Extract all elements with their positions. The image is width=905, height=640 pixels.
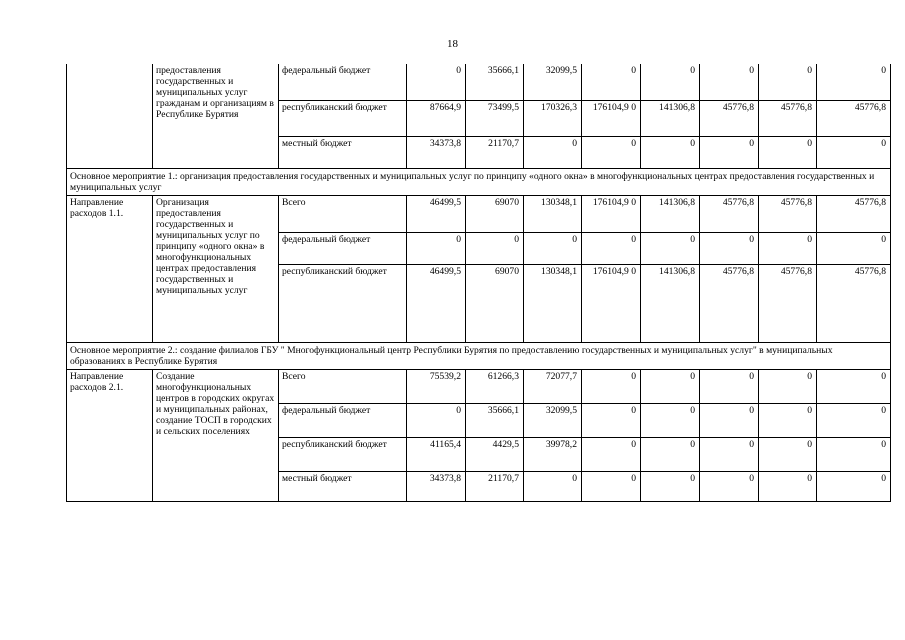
funding-source: местный бюджет <box>279 136 407 168</box>
value-cell: 0 <box>700 369 759 403</box>
funding-source: местный бюджет <box>279 471 407 501</box>
value-cell: 0 <box>817 64 891 100</box>
value-cell: 0 <box>582 403 641 437</box>
value-cell: 0 <box>524 471 582 501</box>
value-cell: 73499,5 <box>466 100 524 136</box>
table-row <box>67 369 891 403</box>
direction-cell <box>67 64 153 168</box>
page-number: 18 <box>447 38 458 50</box>
value-cell: 176104,9 0 <box>582 100 641 136</box>
activity-title: Основное мероприятие 1.: организация предоставления государственных и муниципальных услуг по принципу «одного окна» в многофункциональных центрах предоставления государственных и муниципальных услуг <box>67 168 891 195</box>
activity-label: предоставления государственных и муниципальных услуг гражданам и организациям в Республике Бурятия <box>153 64 279 168</box>
value-cell: 72077,7 <box>524 369 582 403</box>
value-cell: 34373,8 <box>407 471 466 501</box>
budget-table <box>66 64 891 502</box>
value-cell: 0 <box>759 437 817 471</box>
value-cell: 61266,3 <box>466 369 524 403</box>
value-cell: 0 <box>407 64 466 100</box>
funding-source: Всего <box>279 195 407 232</box>
funding-source: республиканский бюджет <box>279 437 407 471</box>
value-cell: 46499,5 <box>407 195 466 232</box>
activity-title: Основное мероприятие 2.: создание филиалов ГБУ " Многофункциональный центр Республики Бурятия по предоставлению государственных и муниципальных услуг" в муниципальных образованиях в Республике Бурятия <box>67 342 891 369</box>
value-cell: 4429,5 <box>466 437 524 471</box>
value-cell: 45776,8 <box>817 195 891 232</box>
value-cell: 0 <box>759 369 817 403</box>
table-row <box>67 195 891 232</box>
value-cell: 39978,2 <box>524 437 582 471</box>
value-cell: 69070 <box>466 195 524 232</box>
value-cell: 0 <box>817 403 891 437</box>
value-cell: 0 <box>759 136 817 168</box>
value-cell: 0 <box>641 136 700 168</box>
value-cell: 69070 <box>466 264 524 342</box>
value-cell: 41165,4 <box>407 437 466 471</box>
value-cell: 45776,8 <box>759 195 817 232</box>
value-cell: 0 <box>641 403 700 437</box>
value-cell: 35666,1 <box>466 403 524 437</box>
value-cell: 0 <box>582 232 641 264</box>
value-cell: 45776,8 <box>817 264 891 342</box>
value-cell: 0 <box>759 471 817 501</box>
value-cell: 45776,8 <box>700 264 759 342</box>
funding-source: республиканский бюджет <box>279 264 407 342</box>
value-cell: 0 <box>817 232 891 264</box>
value-cell: 21170,7 <box>466 471 524 501</box>
value-cell: 0 <box>700 136 759 168</box>
value-cell: 45776,8 <box>700 195 759 232</box>
value-cell: 0 <box>641 437 700 471</box>
value-cell: 0 <box>641 369 700 403</box>
value-cell: 0 <box>700 471 759 501</box>
value-cell: 0 <box>407 403 466 437</box>
value-cell: 0 <box>759 403 817 437</box>
value-cell: 141306,8 <box>641 264 700 342</box>
value-cell: 75539,2 <box>407 369 466 403</box>
value-cell: 0 <box>700 232 759 264</box>
value-cell: 130348,1 <box>524 195 582 232</box>
value-cell: 170326,3 <box>524 100 582 136</box>
value-cell: 0 <box>582 136 641 168</box>
value-cell: 0 <box>582 471 641 501</box>
value-cell: 130348,1 <box>524 264 582 342</box>
value-cell: 0 <box>759 64 817 100</box>
value-cell: 0 <box>759 232 817 264</box>
value-cell: 0 <box>641 232 700 264</box>
funding-source: республиканский бюджет <box>279 100 407 136</box>
value-cell: 0 <box>700 403 759 437</box>
value-cell: 0 <box>582 369 641 403</box>
funding-source: федеральный бюджет <box>279 64 407 100</box>
value-cell: 0 <box>641 471 700 501</box>
value-cell: 21170,7 <box>466 136 524 168</box>
value-cell: 45776,8 <box>759 264 817 342</box>
value-cell: 32099,5 <box>524 64 582 100</box>
value-cell: 87664,9 <box>407 100 466 136</box>
value-cell: 0 <box>524 232 582 264</box>
value-cell: 45776,8 <box>759 100 817 136</box>
value-cell: 0 <box>582 437 641 471</box>
value-cell: 35666,1 <box>466 64 524 100</box>
activity-label: Создание многофункциональных центров в городских округах и муниципальных районах, создание ТОСП в городских и сельских поселениях <box>153 369 279 501</box>
value-cell: 176104,9 0 <box>582 264 641 342</box>
table-body <box>67 64 891 501</box>
value-cell: 34373,8 <box>407 136 466 168</box>
value-cell: 0 <box>466 232 524 264</box>
value-cell: 141306,8 <box>641 195 700 232</box>
table-row <box>67 64 891 100</box>
value-cell: 0 <box>817 437 891 471</box>
value-cell: 46499,5 <box>407 264 466 342</box>
value-cell: 0 <box>700 437 759 471</box>
activity-label: Организация предоставления государственных и муниципальных услуг по принципу «одного окна» в многофункциональных центрах предоставления государственных и муниципальных услуг <box>153 195 279 342</box>
value-cell: 0 <box>817 471 891 501</box>
value-cell: 32099,5 <box>524 403 582 437</box>
value-cell: 0 <box>582 64 641 100</box>
activity-title-row <box>67 342 891 369</box>
direction-cell: Направление расходов 1.1. <box>67 195 153 342</box>
value-cell: 0 <box>641 64 700 100</box>
value-cell: 0 <box>817 136 891 168</box>
funding-source: федеральный бюджет <box>279 403 407 437</box>
funding-source: федеральный бюджет <box>279 232 407 264</box>
activity-title-row <box>67 168 891 195</box>
value-cell: 45776,8 <box>700 100 759 136</box>
value-cell: 0 <box>817 369 891 403</box>
value-cell: 0 <box>407 232 466 264</box>
direction-cell: Направление расходов 2.1. <box>67 369 153 501</box>
value-cell: 0 <box>524 136 582 168</box>
value-cell: 45776,8 <box>817 100 891 136</box>
value-cell: 141306,8 <box>641 100 700 136</box>
value-cell: 0 <box>700 64 759 100</box>
value-cell: 176104,9 0 <box>582 195 641 232</box>
funding-source: Всего <box>279 369 407 403</box>
